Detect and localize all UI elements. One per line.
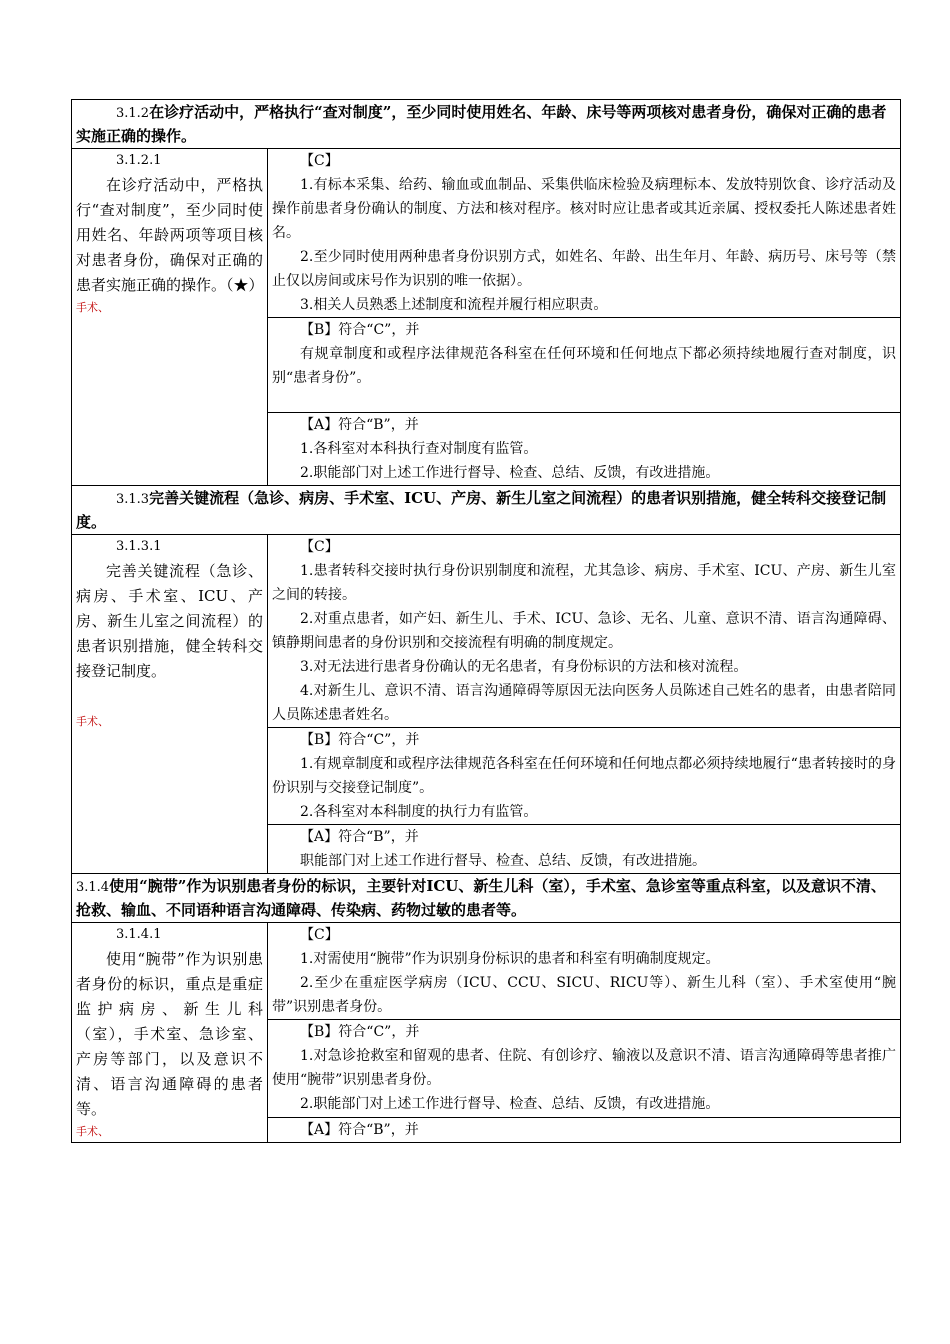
section-heading-text: 在诊疗活动中，严格执行“查对制度”，至少同时使用姓名、年龄、床号等两项核对患者身份，确保对正确的患者实施正确的操作。 bbox=[76, 103, 887, 145]
grade-b-cell bbox=[268, 728, 901, 825]
section-heading-text: 完善关键流程（急诊、病房、手术室、ICU、产房、新生儿室之间流程）的患者识别措施，健全转科交接登记制度。 bbox=[76, 489, 887, 531]
section-number: 3.1.3 bbox=[116, 492, 150, 507]
grade-a-item: 1.各科室对本科执行查对制度有监管。 bbox=[300, 441, 538, 457]
grade-a-label: 【A】符合“B”，并 bbox=[300, 417, 419, 433]
grade-a-item: 职能部门对上述工作进行督导、检查、总结、反馈，有改进措施。 bbox=[300, 853, 706, 869]
grade-b-label: 【B】符合“C”，并 bbox=[300, 1024, 420, 1041]
item-number: 3.1.4.1 bbox=[116, 927, 162, 942]
grade-c-item: 2.至少在重症医学病房（ICU、CCU、SICU、RICU等）、新生儿科（室）、手术室使用“腕带”识别患者身份。 bbox=[272, 975, 896, 1015]
section-heading-row bbox=[72, 100, 901, 149]
grade-c-item: 1.有标本采集、给药、输血或血制品、采集供临床检验及病理标本、发放特别饮食、诊疗活动及操作前患者身份确认的制度、方法和核对程序。核对时应让患者或其近亲属、授权委托人陈述患者姓名。 bbox=[272, 177, 896, 241]
grade-b-cell bbox=[268, 318, 901, 413]
grade-c-item: 2.对重点患者，如产妇、新生儿、手术、ICU、急诊、无名、儿童、意识不清、语言沟通障碍、镇静期间患者的身份识别和交接流程有明确的制度规定。 bbox=[272, 611, 896, 651]
item-number: 3.1.2.1 bbox=[116, 153, 162, 168]
grade-b-item: 2.各科室对本科制度的执行力有监管。 bbox=[300, 804, 538, 820]
grade-c-cell bbox=[268, 149, 901, 318]
section-heading bbox=[72, 874, 901, 923]
grade-c-label: 【C】 bbox=[300, 539, 339, 555]
grade-a-cell bbox=[268, 413, 901, 486]
grade-b-cell bbox=[268, 1020, 901, 1117]
criteria-row bbox=[72, 149, 901, 318]
red-annotation: 手术、 bbox=[76, 1125, 109, 1138]
grade-b-item: 2.职能部门对上述工作进行督导、检查、总结、反馈，有改进措施。 bbox=[300, 1096, 720, 1113]
grade-b-label: 【B】符合“C”，并 bbox=[300, 322, 420, 338]
grade-b-item: 1.对急诊抢救室和留观的患者、住院、有创诊疗、输液以及意识不清、语言沟通障碍等患者推广使用“腕带”识别患者身份。 bbox=[272, 1048, 896, 1089]
section-heading-row bbox=[72, 874, 901, 923]
grade-c-item: 1.患者转科交接时执行身份识别制度和流程，尤其急诊、病房、手术室、ICU、产房、新生儿室之间的转接。 bbox=[272, 563, 896, 603]
grade-c-label: 【C】 bbox=[300, 927, 339, 943]
item-cell bbox=[72, 149, 268, 486]
section-heading bbox=[72, 100, 901, 149]
section-heading-row bbox=[72, 486, 901, 535]
item-cell bbox=[72, 535, 268, 874]
item-description: 使用“腕带”作为识别患者身份的标识，重点是重症监护病房、新生儿科（室），手术室、急诊室、产房等部门，以及意识不清、语言沟通障碍的患者等。 bbox=[76, 950, 263, 1118]
grade-b-item: 有规章制度和或程序法律规范各科室在任何环境和任何地点下都必须持续地履行查对制度，识别“患者身份”。 bbox=[272, 346, 896, 386]
item-description: 完善关键流程（急诊、病房、手术室、ICU、产房、新生儿室之间流程）的患者识别措施，健全转科交接登记制度。 bbox=[76, 562, 263, 680]
grade-a-cell bbox=[268, 825, 901, 874]
section-heading bbox=[72, 486, 901, 535]
grade-a-label: 【A】符合“B”，并 bbox=[300, 1121, 419, 1138]
criteria-row bbox=[72, 923, 901, 1020]
red-annotation: 手术、 bbox=[76, 715, 109, 728]
grade-c-label: 【C】 bbox=[300, 153, 339, 169]
grade-c-item: 3.对无法进行患者身份确认的无名患者，有身份标识的方法和核对流程。 bbox=[300, 659, 748, 675]
criteria-row bbox=[72, 535, 901, 728]
grade-c-cell bbox=[268, 923, 901, 1020]
grade-c-item: 2.至少同时使用两种患者身份识别方式，如姓名、年龄、出生年月、年龄、病历号、床号等（禁止仅以房间或床号作为识别的唯一依据）。 bbox=[272, 249, 896, 289]
section-heading-text: 使用“腕带”作为识别患者身份的标识，主要针对ICU、新生儿科（室），手术室、急诊室等重点科室，以及意识不清、抢救、输血、不同语种语言沟通障碍、传染病、药物过敏的患者等。 bbox=[76, 877, 886, 919]
grade-a-label: 【A】符合“B”，并 bbox=[300, 829, 419, 845]
grade-b-item: 1.有规章制度和或程序法律规范各科室在任何环境和任何地点都必须持续地履行“患者转接时的身份识别与交接登记制度”。 bbox=[272, 756, 896, 796]
grade-a-cell bbox=[268, 1117, 901, 1142]
item-description: 在诊疗活动中，严格执行“查对制度”，至少同时使用姓名、年龄两项等项目核对患者身份，确保对正确的患者实施正确的操作。（★） bbox=[76, 176, 264, 294]
section-number: 3.1.4 bbox=[76, 880, 110, 895]
grade-c-cell bbox=[268, 535, 901, 728]
item-number: 3.1.3.1 bbox=[116, 539, 162, 554]
grade-c-item: 3.相关人员熟悉上述制度和流程并履行相应职责。 bbox=[300, 297, 608, 313]
red-annotation: 手术、 bbox=[76, 301, 109, 314]
grade-c-item: 1.对需使用“腕带”作为识别身份标识的患者和科室有明确制度规定。 bbox=[300, 951, 720, 967]
grade-c-item: 4.对新生儿、意识不清、语言沟通障碍等原因无法向医务人员陈述自己姓名的患者，由患者陪同人员陈述患者姓名。 bbox=[272, 683, 896, 723]
grade-a-item: 2.职能部门对上述工作进行督导、检查、总结、反馈，有改进措施。 bbox=[300, 465, 720, 481]
standards-table bbox=[71, 99, 901, 1143]
item-cell bbox=[72, 923, 268, 1143]
section-number: 3.1.2 bbox=[116, 106, 150, 121]
grade-b-label: 【B】符合“C”，并 bbox=[300, 732, 420, 748]
